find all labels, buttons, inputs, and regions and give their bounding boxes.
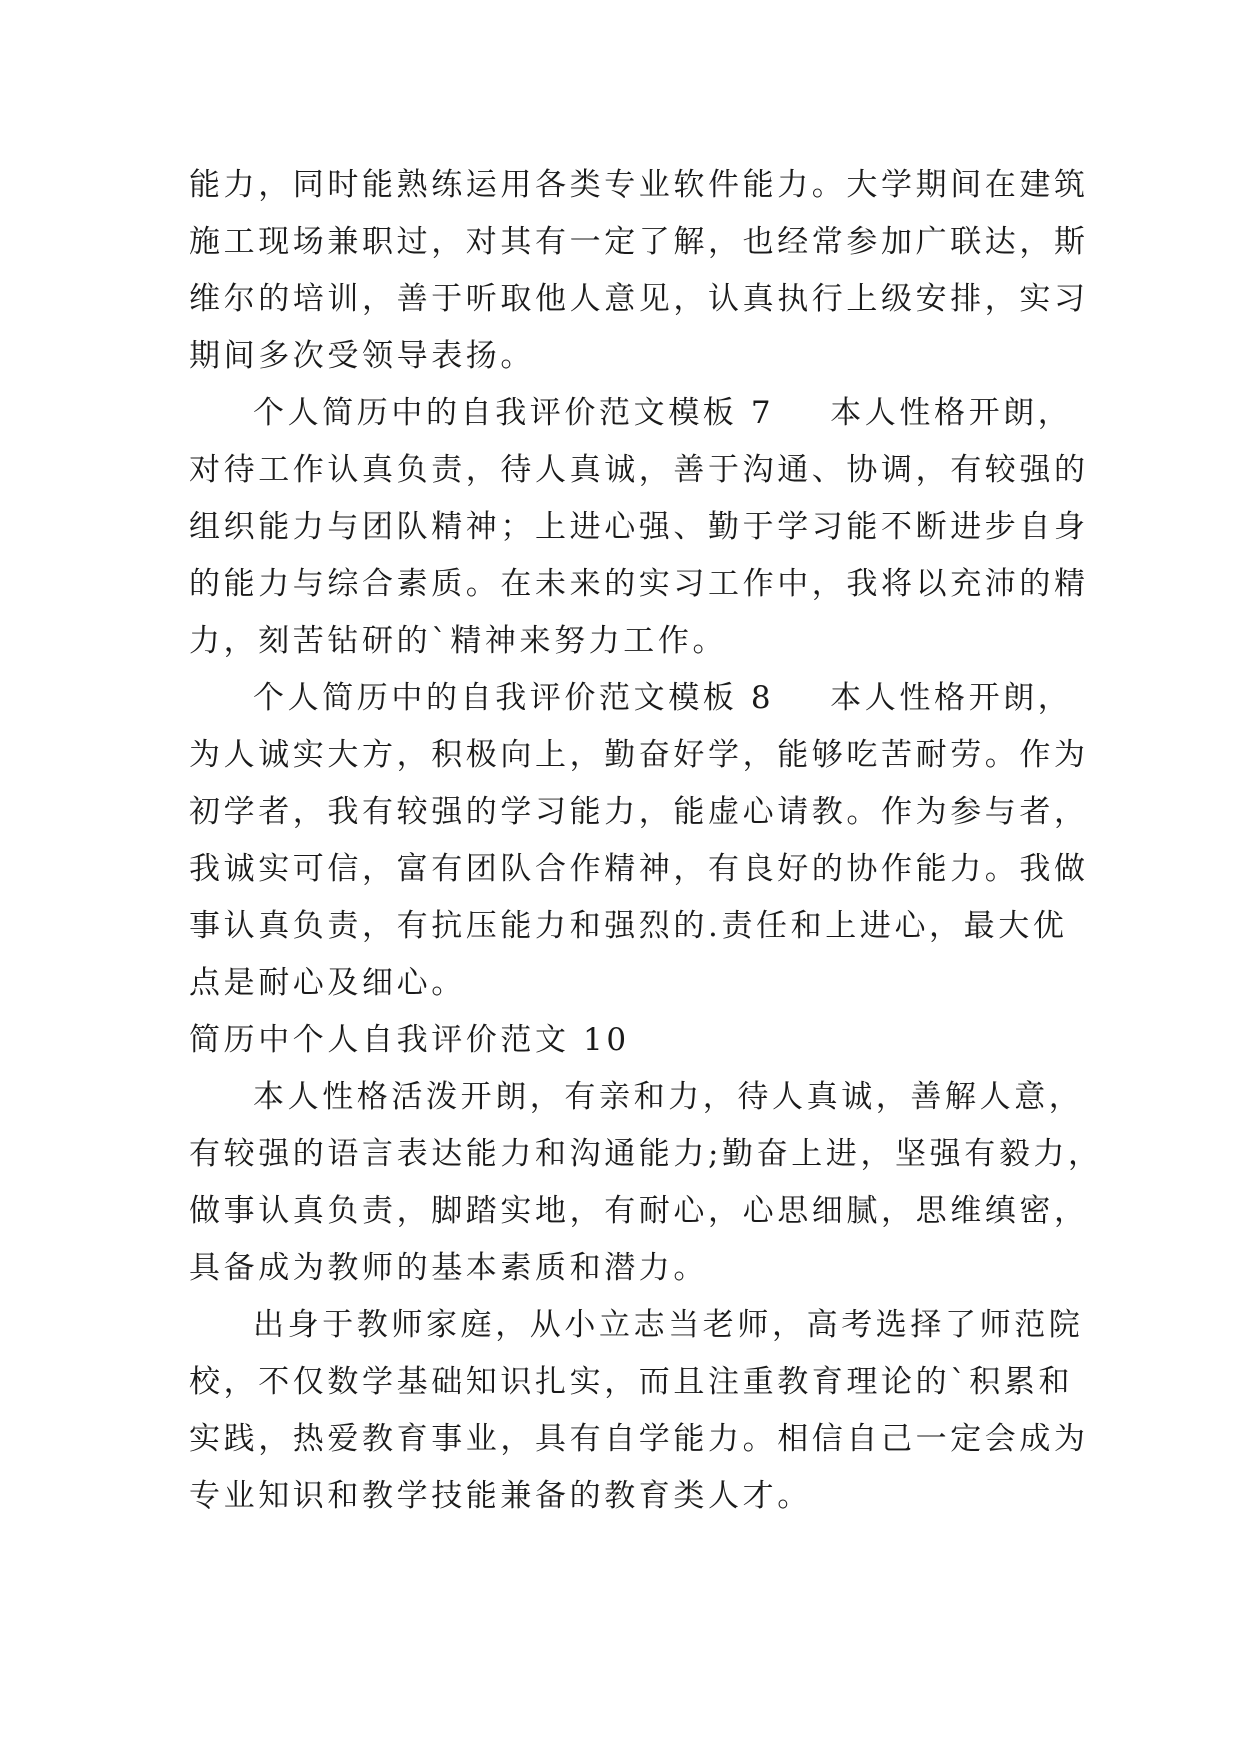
text-line: 维尔的培训，善于听取他人意见，认真执行上级安排，实习: [189, 281, 1089, 317]
template-7-text-start: 本人性格开朗，: [830, 395, 1073, 431]
text-line: 校，不仅数学基础知识扎实，而且注重教育理论的`积累和: [189, 1364, 1074, 1400]
text-line: 做事认真负责，脚踏实地，有耐心，心思细腻，思维缜密，: [189, 1193, 1089, 1229]
template-8-heading: 个人简历中的自我评价范文模板 8: [253, 680, 775, 716]
text-line: 组织能力与团队精神；上进心强、勤于学习能不断进步自身: [189, 509, 1089, 545]
text-line: 初学者，我有较强的学习能力，能虚心请教。作为参与者，: [189, 794, 1089, 830]
para-1-first-line: 本人性格活泼开朗，有亲和力，待人真诚，善解人意，: [253, 1079, 1084, 1115]
text-line: 为人诚实大方，积极向上，勤奋好学，能够吃苦耐劳。作为: [189, 737, 1089, 773]
para-2-first-line: 出身于教师家庭，从小立志当老师，高考选择了师范院: [253, 1307, 1084, 1343]
template-7-first-line: [189, 385, 1073, 442]
template-8-first-line: [189, 670, 1073, 727]
text-line: 具备成为教师的基本素质和潜力。: [189, 1250, 708, 1286]
text-line: 点是耐心及细心。: [189, 965, 466, 1001]
document-body: [189, 157, 1103, 1525]
template-7-heading: 个人简历中的自我评价范文模板 7: [253, 395, 775, 431]
text-line: 对待工作认真负责，待人真诚，善于沟通、协调，有较强的: [189, 452, 1089, 488]
text-line: 能力，同时能熟练运用各类专业软件能力。大学期间在建筑: [189, 167, 1089, 203]
text-line: 力，刻苦钻研的`精神来努力工作。: [189, 623, 728, 659]
template-8-text-start: 本人性格开朗，: [830, 680, 1073, 716]
text-line: 的能力与综合素质。在未来的实习工作中，我将以充沛的精: [189, 566, 1089, 602]
text-line: 实践，热爱教育事业，具有自学能力。相信自己一定会成为: [189, 1421, 1089, 1457]
text-line: 专业知识和教学技能兼备的教育类人才。: [189, 1478, 812, 1514]
text-line: 有较强的语言表达能力和沟通能力;勤奋上进，坚强有毅力，: [189, 1136, 1103, 1172]
text-line: 期间多次受领导表扬。: [189, 338, 535, 374]
text-line: 我诚实可信，富有团队合作精神，有良好的协作能力。我做: [189, 851, 1089, 887]
section-title: 简历中个人自我评价范文 10: [189, 1022, 630, 1058]
text-line: 事认真负责，有抗压能力和强烈的.责任和上进心，最大优: [189, 908, 1068, 944]
text-line: 施工现场兼职过，对其有一定了解，也经常参加广联达，斯: [189, 224, 1089, 260]
